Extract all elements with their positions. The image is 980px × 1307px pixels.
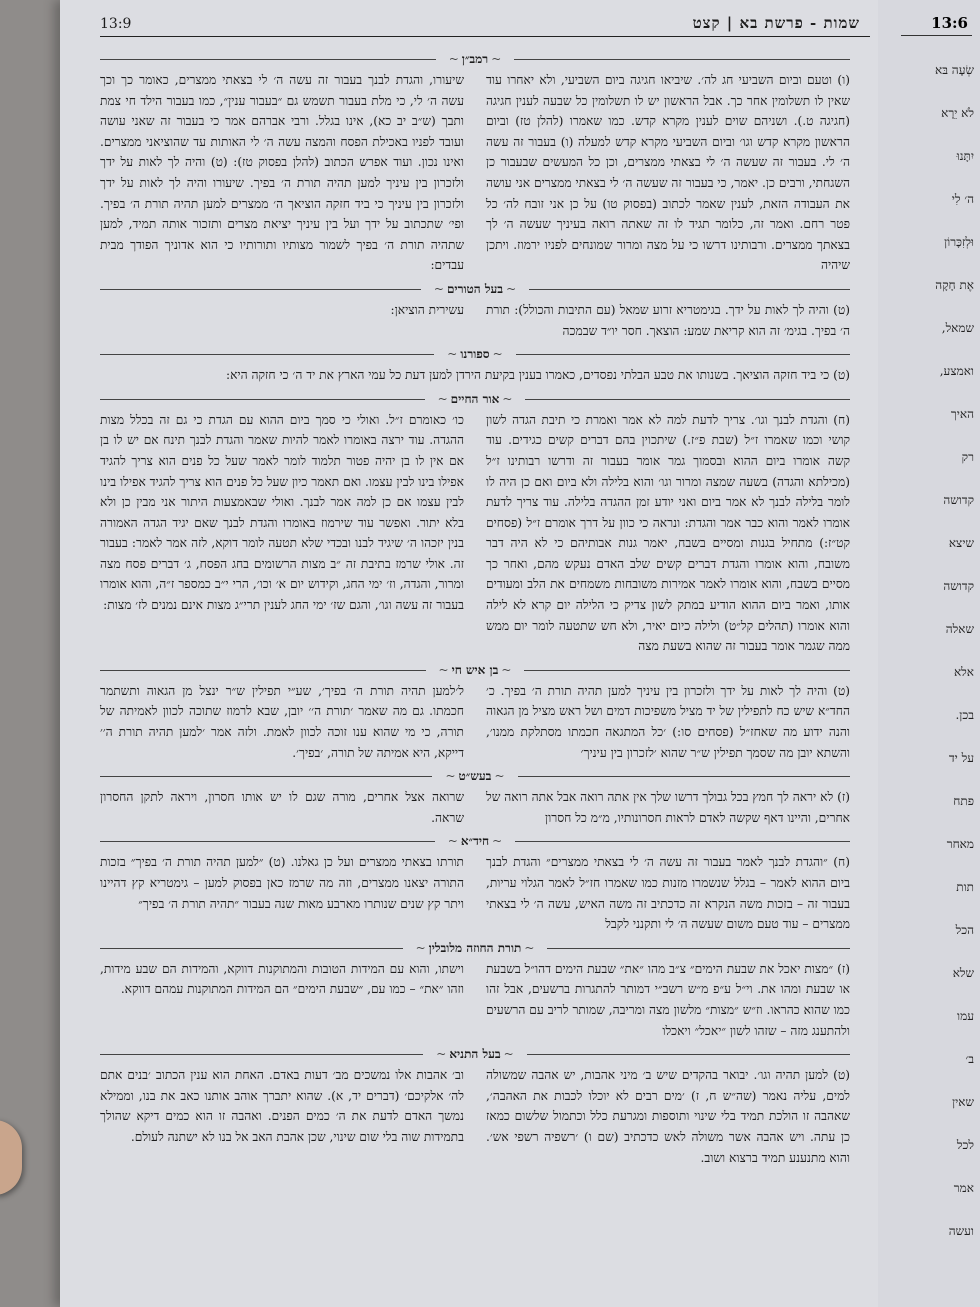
next-page-fragment: תות	[956, 880, 974, 894]
next-page-fragment: הכל	[955, 923, 974, 937]
page-marker: 13:9	[100, 16, 132, 32]
section-heading	[100, 830, 850, 852]
section-heading	[100, 937, 850, 959]
right-column-text: (ח) והגדת לבנך וגו׳. צריך לדעת למה לא אמר ואמרת כי תיבת הגדה לשון קושי וכמו שאמרו ז״ל (שבת פ״ז.) שיתכוין בהם דברים קשים כגידים. עוד קשה אומרו ביום ההוא ובסמוך גמר אומר בעבור זה ודרשו רבותינו ז״ל (מכילתא והגדה) בשעה שמצה ומרור וגו׳ והוא בלילה ולא ביום ואם כן היה לו לומר בלילה לבנך לא אמר ביום ואני יודע זמן ההגדה בלילה. עוד צריך לדעת אומרו לאמר והוא כבר אמר והגדת: ונראה כי כוון על דרך אומרם ז״ל (פסחים קט״ז:) מתחיל בגנות ומסיים בשבח, יאמר גנות אבותיהם כי לא היה דבר משובח, והוא אומרו והגדת דברים קשים שלב האדם נעקש מהם, ואחר כך מסיים בשבח, והוא אומרו לאמר אמירות משובחות משמחים את הלב ומעודים אותו, ואמר ביום ההוא הודיע במתק לשון צדיק כי הלילה יום קרא לא לילה והוא אומרו (תהלים קל״ט) ולילה כיום יאיר, ולא חש שתטעה לומר יום ממש ממה שגמר אומר בעבור זה שהוא בשעת מצה	[486, 412, 850, 654]
left-column-text: עשירית הוציאן:	[390, 302, 464, 317]
section-torat-hachozeh	[100, 937, 850, 1041]
left-column	[100, 787, 464, 828]
running-header	[100, 12, 870, 37]
section-heading	[100, 765, 850, 787]
next-page-fragment: אמר	[953, 1181, 974, 1195]
right-column-text: (ח) ״והגדת לבנך לאמר בעבור זה עשה ה׳ לי בצאתי ממצרים״ והגדת לבנך ביום ההוא לאמר – בגלל שנשמרו מזנות כמו שאמרו חז״ל לאמר הגלוי עריות, בעבור זה – בזכות משה הנקרא זה כדכתיב זה משה האיש, עשה ה׳ לי בצאתי ממצרים – עוד טעם משום שעשה ה׳ לי ותקנני לקבל	[486, 855, 850, 932]
section-heading	[100, 659, 850, 681]
next-page-fragment: קדושה	[943, 579, 974, 593]
left-column	[100, 681, 464, 763]
thumb	[0, 1120, 22, 1195]
right-column-text: (ט) למען תהיה וגו׳. יבואר בהקדים שיש ב׳ מיני אהבות, יש אהבה שמשולה למים, עליה נאמר (שה״ש ח, ז) ׳מים רבים לא יוכלו לכבות את האהבה׳, שאהבה זו הולכת תמיד בלי שינוי ותוספות ומגרעת כלל וכתמול שלשום כמאז כן עתה. ויש אהבה אשר משולה לאש כדכתיב (שם ו) ׳רשפיה רשפי אש׳. והוא מתנענע תמיד ברצוא ושוב.	[486, 1068, 850, 1165]
right-column	[486, 787, 850, 828]
section-chida	[100, 830, 850, 934]
next-page-fragment: אלא	[953, 665, 974, 679]
left-column	[100, 1065, 464, 1168]
text-columns	[100, 787, 850, 828]
section-ramban	[100, 48, 850, 276]
next-page-edge	[878, 0, 980, 1307]
left-column	[100, 410, 464, 657]
text-columns	[100, 70, 850, 276]
next-page-fragment: רק	[961, 450, 974, 464]
next-page-fragment: מאחר	[946, 837, 974, 851]
next-page-fragment: שאלה	[945, 622, 974, 636]
next-page-fragment: ואמצע,	[939, 364, 974, 378]
section-baal-haturim	[100, 278, 850, 341]
section-heading	[100, 343, 850, 365]
next-page-fragment: שיצא	[948, 536, 974, 550]
right-column-text: (ו) וטעם וביום השביעי חג לה׳. שיביאו חגיגה ביום השביעי, ולא יאחרו עוד שאין לו תשלומין אחר כך. אבל הראשון יש לו תשלומין כל שבעה לענין חגיגה (חגיגה ט.). ושניהם שוים לענין מקרא קדש. כמו שאמרו (להלן טז) וביום הראשון מקרא קדש וגו׳ וביום השביעי מקרא קדש למעלה (ו) בעבור זה עשה ה׳ לי. בעבור זה שעשה ה׳ לי בצאתי ממצרים, וכן כל המעשים שבעבור כן השגחתי, ורבים כן. יאמר, כי בעבור זה שעשה ה׳ לי בצאתי ממצרים אני עושה את העבודה הזאת, לענין שאמר לכתוב (בפסוק טו) על כן אני זובח לה׳ כל פטר רחם. ואמר זה, כלומר תגיד לו זה שאתה רואה בעיניך שעשה ה׳ לך בצאתך ממצרים. ורבותינו דרשו כי על מצה ומרור שמונחים לפניו ירמוז. ויתכן שיהיה	[486, 73, 850, 273]
next-page-fragment: ועשה	[948, 1224, 974, 1238]
left-column-text: וב׳ אהבות אלו נמשכים מב׳ דעות באדם. האחת הוא ענין הכתוב ׳בנים אתם לה׳ אלקיכם׳ (דברים יד, א). שהוא יתברך אוהב אותנו כאב את בנו, וממילא נמשך האדם לדעת את ה׳ כמים הפנים. ואהבה זו הוא כמים דיקא שהולך בתמידות שוה בלי שום שינוי, שכן אהבת האב אל בנו לא ישתנה לעולם.	[100, 1068, 464, 1144]
text-columns	[100, 681, 850, 763]
right-column	[486, 410, 850, 657]
section-heading	[100, 388, 850, 410]
left-column	[100, 70, 464, 276]
section-ben-ish-chai	[100, 659, 850, 763]
section-title: ~ בעל הטורים ~	[421, 278, 529, 300]
section-title: ~ ספורנו ~	[434, 343, 515, 365]
next-page-fragment: על יד	[948, 751, 974, 765]
text-columns	[100, 852, 850, 934]
section-title: ~ חיד״א ~	[435, 830, 515, 852]
next-page-fragment: ה׳ לִי	[951, 192, 974, 206]
next-page-running-head: 13:6	[901, 14, 972, 36]
next-page-fragment: שלא	[952, 966, 974, 980]
left-column-text: כו׳ כאומרם ז״ל. ואולי כי סמך ביום ההוא עם הגדת כי גם זה בכלל מצות ההגדה. עוד ירצה באומרו לאמר להיות שאמר והגדת לבנך תינח אם יש לו בן אם אין לו בן יהיה פטור תלמוד לומר לאמר שעל כל פנים הוא צריך להגיד אפילו בינו לבין עצמו. ואם תאמר כיון שעל כל פנים הוא צריך להגיד אפילו בינו לבין עצמו אם כן למה אמר לבנך. ואולי שבאמצעות היתור אני מבין כן ולא בלא יתור. ואפשר עוד שירמוז באומרו והגדת לבנך שאם יגיד הגדה האמורה בנין יזכהו ה׳ שיגיד לבנו ובכדי שלא תטעה לומר דוקא, לזה אמר לאמר: בעבור זה. אולי שרמז בתיבת זה ״ב מצות הרשומים בחג הפסח, ג׳ דברים פסח מצה ומרור, והגדה, וז׳ ימי החג, וקידוש יום א׳ וכו׳, הרי י״ב כמספר ז״ה, והוא אומרו בעבור זה עשה וגו׳, והגם שז׳ ימי החג לענין תרי״ג מצות אינם נמנים לז׳ מצות:	[100, 412, 464, 613]
next-page-fragment: שאין	[952, 1095, 974, 1109]
section-title: ~ תורת החוזה מלובלין ~	[403, 937, 548, 959]
left-column	[100, 300, 464, 341]
section-heading	[100, 48, 850, 70]
next-page-fragment: שְׂעָה בּא	[935, 63, 974, 77]
section-title: ~ אור החיים ~	[425, 388, 526, 410]
text-columns	[100, 959, 850, 1041]
right-column	[486, 70, 850, 276]
section-title: ~ בן איש חי ~	[426, 659, 525, 681]
left-column-text: וישתו, והוא עם המידות הטובות והמתוקנות דווקא, והמידות הם שבע מידות, וזהו ״את״ – כמו עם, ״שבעת הימים״ הם המידות המתוקנות עמהם דווקא.	[100, 961, 464, 997]
section-title: ~ רמב״ן ~	[436, 48, 515, 70]
next-page-fragment: פתח	[953, 794, 974, 808]
next-page-fragment: ב׳	[965, 1052, 974, 1066]
section-or-hachaim	[100, 388, 850, 657]
text-columns	[100, 300, 850, 341]
section-heading	[100, 278, 850, 300]
section-baal-shem-tov	[100, 765, 850, 828]
section-title: ~ בעל התניא ~	[423, 1043, 526, 1065]
next-page-fragment: לכל	[956, 1138, 974, 1152]
right-column-text: (ז) לא יראה לך חמץ בכל גבולך דרשו שלך אין אתה רואה אבל אתה רואה של אחרים, והיינו דאף שקשה לאדם לראות חסרונותיו, מ״מ כל חסרון	[486, 790, 850, 825]
left-column	[100, 959, 464, 1041]
left-column-text: שיעורו, והגדת לבנך בעבור זה עשה ה׳ לי בצאתי ממצרים, כאומר כך וכך עשה ה׳ לי, כי מלת בעבור תשמש גם ״בעבור ענין״, כמו בעבור הילד חי צמת ותבך (ש״ב יב כא), אינו בגלל. ורבי אברהם אמר כי בעבור זה שאני עושה ועובד לפניו באכילת הפסח והמצה עשה ה׳ לי האותות עד שהוציאני ממצרים. ואינו נכון. ועוד אפרש הכתוב (להלן בפסוק טז): (ט) והיה לך לאות על ידך ולזכרון בין עיניך למען תהיה תורת ה׳ בפיך. שיעורו והיה לך לאות על ידך ולזכרון בין עיניך כי ביד חזקה הוציאך ה׳ ממצרים למען תהיה תורת ה׳ בפיך. ופי׳ שתכתוב על ידך ועל בין עיניך יציאת מצרים ותזכור אותה תמיד, למען שתהיה תורת ה׳ בפיך לשמור מצותיו ותורותיו כי הוא אדוניך הפודך מבית עבדים:	[100, 73, 464, 273]
right-column	[486, 1065, 850, 1168]
section-text: (ט) כי ביד חזקה הוציאך. בשנותו את טבע הבלתי נפסדים, כאמרו בענין בקיעת הירדן למען דעת כל עמי הארץ את יד ה׳ כי חזקה היא:	[225, 368, 850, 383]
next-page-fragment: לֹא יֵרָא	[941, 106, 974, 120]
section-heading	[100, 1043, 850, 1065]
right-column	[486, 852, 850, 934]
left-column-text: תורתו בצאתי ממצרים ועל כן גאלנו. (ט) ״למען תהיה תורת ה׳ בפיך״ בזכות התורה יצאנו ממצרים, וזה מה שרמז כאן בפסוק למען – גימטריא קץ דהיינו ויתר קץ שנים שנותרו מארבע מאות שנה בעבור ״תהיה תורת ה׳ בפיך״	[100, 855, 464, 911]
left-column-text: שרואה אצל אחרים, מורה שגם לו יש אותו חסרון, ויראה לתקן החסרון שראה.	[100, 790, 464, 825]
next-page-fragment: האיך	[950, 407, 974, 421]
next-page-fragment: וּלְזִכָּרוֹן	[944, 235, 974, 249]
next-page-fragment: קדושה	[943, 493, 974, 507]
running-title: שמות - פרשת בא | קצט	[692, 14, 860, 32]
book-page	[60, 0, 890, 1307]
right-column-text: (ט) והיה לך לאות על ידך ולזכרון בין עיניך למען תהיה תורת ה׳ בפיך. כ׳ החד״א שיש כח לתפילין של יד מציל משפיכות דמים ושל ראש מציל מן הגאוה והנה ידוע מה שאחז״ל (פסחים סו:) ׳כל המתגאה חכמתו מסתלקת ממנו׳, והשתא יובן מה שסמך תפילין ש״ר שהוא ׳לזכרון בין עיניך׳	[486, 683, 850, 760]
next-page-fragment: בכן.	[955, 708, 974, 722]
section-sforno	[100, 343, 850, 386]
right-column	[486, 959, 850, 1041]
next-page-fragment: עמו	[957, 1009, 974, 1023]
text-columns	[100, 1065, 850, 1168]
left-column	[100, 852, 464, 934]
section-title: ~ בעש״ט ~	[432, 765, 517, 787]
commentary-content	[100, 48, 850, 1170]
text-columns	[100, 410, 850, 657]
right-column-text: (ט) והיה לך לאות על ידך. בגימטריא זרוע שמאל (עם התיבות והכולל): תורת ה׳ בפיך. בגימ׳ זה הוא קריאת שמע: הוצאך. חסר יו״ד שבמכה	[486, 302, 850, 338]
next-page-fragment: יִתָּנוּ	[956, 149, 974, 163]
right-column	[486, 300, 850, 341]
right-column-text: (ז) ״מצות יאכל את שבעת הימים״ צ״ב מהו ״את״ שבעת הימים דהו״ל בשבעת או שבעת ומהו את. וי״ל ע״פ מ״ש רשב״י דמותר להתגרות ברשעים, אבל זהו כמו שהוא כהראו. וז״ש ״מצות״ מלשון מצה ומריבה, שמותר לריב עם הרשעים ולהתענג מזה – שזהו לשון ״יאכל״ ויאכלו	[486, 961, 850, 1038]
left-column-text: ל׳למען תהיה תורת ה׳ בפיך׳, שע״י תפילין ש״ר ינצל מן הגאוה ותשתמר חכמתו. גם מה שאמר ׳תורת ה׳׳ יובן, שבא לרמוז שתוכה לכוון לאמיתה של תורה, כי מי שהוא ענו זוכה לכוון לאמת. ולזה אמר ׳למען תהיה תורת ה׳׳ דייקא, היא אמיתה של תורה, ׳בפיך׳.	[100, 683, 464, 760]
next-page-fragment: אֶת חָקָה	[935, 278, 974, 292]
next-page-fragment: שמאל,	[941, 321, 974, 335]
section-baal-hatanya	[100, 1043, 850, 1168]
right-column	[486, 681, 850, 763]
